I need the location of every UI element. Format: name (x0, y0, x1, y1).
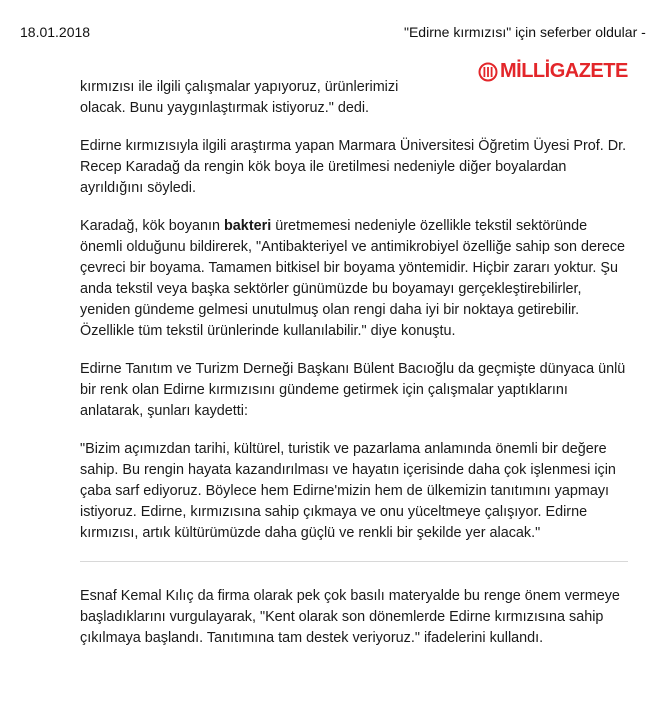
paragraph-2: Edirne kırmızısıyla ilgili araştırma yapan Marmara Üniversitesi Öğretim Üyesi Prof. Dr. Recep Karadağ da rengin kök boya ile üretilmesi nedeniyle diğer boyalardan ayrıldığını söyledi. (80, 138, 627, 196)
globe-logo-icon (478, 62, 498, 82)
section-divider (80, 561, 628, 562)
bold-term: bakteri (224, 218, 272, 234)
paragraph-3-start: Karadağ, kök boyanın (80, 218, 225, 234)
paragraph-3-end: üretmemesi nedeniyle özellikle tekstil sektöründe önemli olduğunu bildirerek, "Antibakteriyel ve antimikrobiyel özelliğe sahip son derece çevreci bir boyama. Tamamen bitkisel bir boyama yöntemidir. Hiçbir zararı yoktur. Şu anda tekstil veya başka sektörler günümüzde bu boyamayı gerçekleştirebilirler, yeniden gündeme gelmesi unutulmuş olan rengi daha iyi bir noktaya getirebilir. Özellikle tüm tekstil ürünlerinde kullanılabilir." diye konuştu. (80, 218, 626, 339)
milligazete-logo[interactable] (478, 60, 628, 83)
paragraph-1: olacak. Bunu yaygınlaştırmak istiyoruz." dedi. (80, 100, 370, 116)
quote-paragraph: "Bizim açımızdan tarihi, kültürel, turistik ve pazarlama anlamında önemli bir değere sahip. Bu rengin hayata kazandırılması ve hayatın içerisinde daha çok işlenmesi için çaba sarf ediyoruz. Böylece hem Edirne'mizin hem de ülkemizin tanıtımını yapmayı istiyoruz. Edirne, kırmızısına sahip çıkmaya ve onu yüceltmeye çalışıyor. Edirne kırmızısı, artık kültürümüzde daha güçlü ve renkli bir şekilde yer alacak." (80, 441, 616, 541)
article-body (80, 79, 628, 666)
paragraph-4: Edirne Tanıtım ve Turizm Derneği Başkanı Bülent Bacıoğlu da geçmişte dünyaca ünlü bir renk olan Edirne kırmızısını gündeme getirmek için çalışmalar yaptıklarını anlatarak, şunları kaydetti: (80, 361, 626, 419)
logo-wordmark: MİLLİGAZETE (500, 60, 628, 82)
print-date: 18.01.2018 (20, 24, 91, 40)
paragraph-3 (80, 216, 628, 342)
print-page-title: "Edirne kırmızısı" için seferber oldular - (404, 24, 646, 40)
paragraph-6: Esnaf Kemal Kılıç da firma olarak pek çok basılı materyalde bu renge önem vermeye başladıklarını vurgulayarak, "Kent olarak son dönemlerde Edirne kırmızısına sahip çıkılmaya başlandı. Tanıtımına tam destek veriyoruz." ifadelerini kullandı. (80, 588, 620, 646)
clipped-text-line: kırmızısı ile ilgili çalışmalar yapıyoruz, ürünlerimizi (80, 79, 399, 95)
